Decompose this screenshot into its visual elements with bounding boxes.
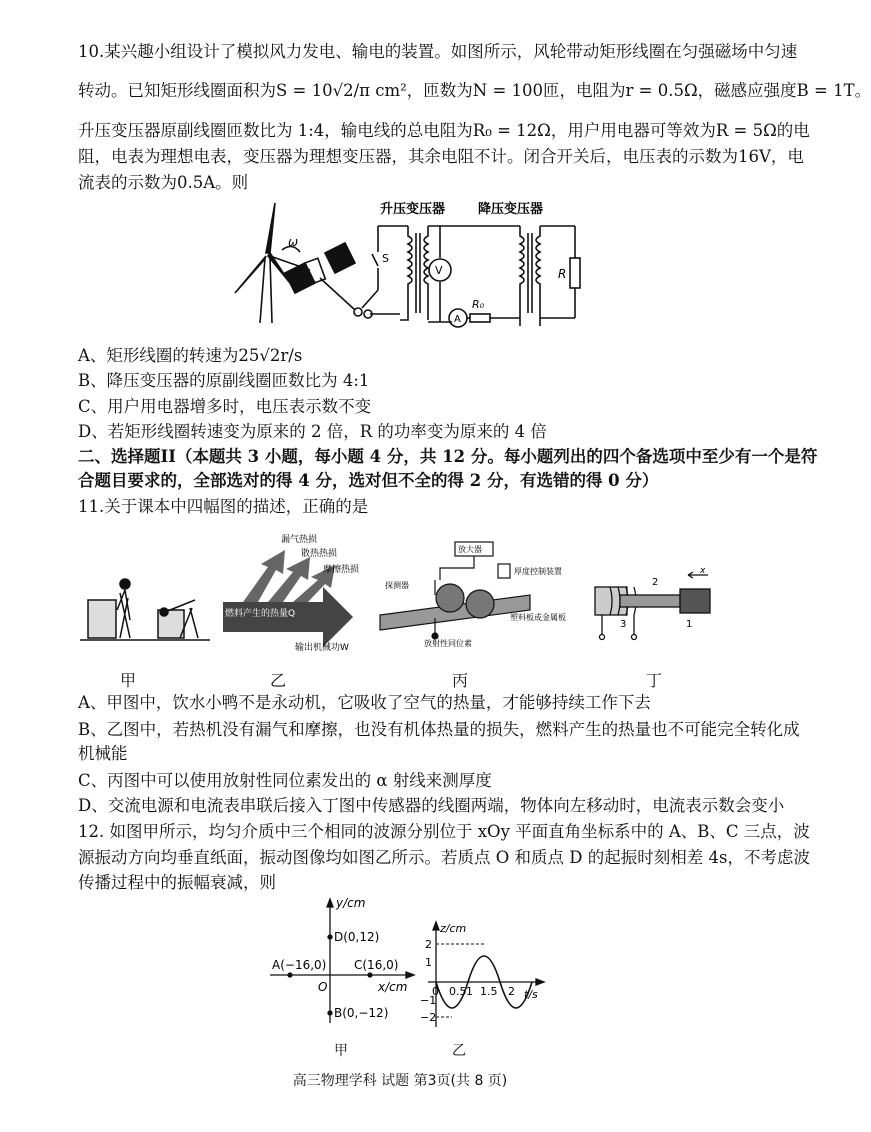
yi-label-fuel: 燃料产生的热量Q xyxy=(225,609,296,619)
yi-tick-t2: 2 xyxy=(508,985,515,998)
r0-label: R₀ xyxy=(472,298,485,311)
yi-tick-1: 1 xyxy=(425,956,432,969)
q10-line-2: 转动。已知矩形线圈面积为S = 10√2/π cm²，匝数为N = 100匝，电阻为r = 0.5Ω，磁感应强度B = 1T。 xyxy=(78,81,871,100)
q12-caption-jia: 甲 xyxy=(334,1043,348,1059)
yi-label-heat: 散热热损 xyxy=(301,549,338,559)
q11-figure-ding xyxy=(590,565,720,645)
q11-stem: 11.关于课本中四幅图的描述，正确的是 xyxy=(78,497,369,516)
q11-figure-bing xyxy=(380,540,580,650)
q10-line-5: 流表的示数为0.5A。则 xyxy=(78,173,249,192)
section2-line-2: 合题目要求的，全部选对的得 4 分，选对但不全的得 2 分，有选错的得 0 分） xyxy=(78,471,659,490)
q12-caption-yi: 乙 xyxy=(452,1043,466,1059)
yi-tick-neg2: −2 xyxy=(420,1011,437,1024)
bing-label-plate: 塑料板或金属板 xyxy=(510,613,566,622)
yi-z-axis-label: z/cm xyxy=(440,922,467,935)
jia-point-a-label: A(−16,0) xyxy=(272,958,327,972)
jia-point-d-label: D(0,12) xyxy=(334,930,380,944)
q11-option-d: D、交流电源和电流表串联后接入丁图中传感器的线圈两端，物体向左移动时，电流表示数会变小 xyxy=(78,796,785,815)
ding-label-1: 1 xyxy=(686,619,693,630)
ding-label-x: x xyxy=(700,566,706,576)
q12-line-2: 源振动方向均垂直纸面，振动图像均如图乙所示。若质点 O 和质点 D 的起振时刻相差 4s，不考虑波 xyxy=(78,848,810,867)
q12-figure-jia xyxy=(270,895,420,1030)
voltmeter-label: V xyxy=(435,264,443,277)
point-c xyxy=(368,973,372,977)
section2-line-1: 二、选择题II（本题共 3 小题，每小题 4 分，共 12 分。每小题列出的四个备选项中至少有一个是符 xyxy=(78,447,818,466)
q11-option-b: B、乙图中，若热机没有漏气和摩擦，也没有机体热量的损失，燃料产生的热量也不可能完全转化成 xyxy=(78,720,800,739)
yi-label-friction: 摩擦热损 xyxy=(323,565,360,575)
r-label: R xyxy=(558,267,567,281)
jia-point-b-label: B(0,−12) xyxy=(334,1006,389,1020)
yi-tick-t1: 1 xyxy=(466,985,473,998)
omega-label: ω xyxy=(288,235,299,249)
q11-option-c: C、丙图中可以使用放射性同位素发出的 α 射线来测厚度 xyxy=(78,771,492,790)
page-footer: 高三物理学科 试题 第3页(共 8 页) xyxy=(292,1073,508,1089)
label-step-up: 升压变压器 xyxy=(380,202,446,217)
q11-figure-yi xyxy=(223,532,368,652)
q10-line-4: 阻，电表为理想电表，变压器为理想变压器，其余电阻不计。闭合开关后，电压表的示数为16V，电 xyxy=(78,147,804,166)
yi-label-leak: 漏气热损 xyxy=(281,535,318,545)
moving-rod xyxy=(620,595,680,607)
jia-point-c-label: C(16,0) xyxy=(354,958,399,972)
q10-option-b: B、降压变压器的原副线圈匝数比为 4:1 xyxy=(78,371,370,390)
q11-figure-jia xyxy=(80,560,210,650)
water-cup xyxy=(88,600,116,638)
resistor-r0 xyxy=(470,314,490,322)
point-b xyxy=(328,1011,332,1015)
thickness-control xyxy=(498,564,510,578)
windmill-tower xyxy=(260,258,265,323)
yi-label-output: 输出机械功W xyxy=(295,643,349,653)
bing-label-isotope: 放射性同位素 xyxy=(424,639,472,648)
step-up-secondary xyxy=(424,226,428,320)
caption-ding: 丁 xyxy=(646,671,663,690)
label-step-down: 降压变压器 xyxy=(478,202,544,217)
caption-jia: 甲 xyxy=(120,671,137,690)
yi-tick-neg1: −1 xyxy=(420,994,437,1007)
resistor-r xyxy=(570,258,580,288)
ammeter-label: A xyxy=(454,314,461,325)
yi-tick-2: 2 xyxy=(425,938,432,951)
switch-s xyxy=(372,254,378,266)
yi-tick-t05: 0.5 xyxy=(449,985,467,998)
bing-label-amp: 放大器 xyxy=(458,545,482,554)
q12-line-3: 传播过程中的振幅衰减，则 xyxy=(78,873,276,892)
magnet-s xyxy=(325,243,355,273)
yi-tick-t15: 1.5 xyxy=(480,985,498,998)
jia-x-axis-label: x/cm xyxy=(378,980,408,994)
q10-option-a: A、矩形线圈的转速为25√2r/s xyxy=(78,346,303,365)
caption-bing: 丙 xyxy=(452,671,469,690)
jia-y-axis-label: y/cm xyxy=(336,896,366,910)
q11-option-a: A、甲图中，饮水小鸭不是永动机，它吸收了空气的热量，才能够持续工作下去 xyxy=(78,693,651,712)
step-up-primary xyxy=(400,226,412,320)
ding-label-2: 2 xyxy=(652,577,659,588)
yi-tick-t0: 0 xyxy=(432,985,439,998)
duck-head xyxy=(120,579,130,589)
point-d xyxy=(328,935,332,939)
step-down-primary xyxy=(520,226,524,326)
jia-origin-label: O xyxy=(318,980,328,994)
yi-t-axis-label: t/s xyxy=(524,988,538,1001)
caption-yi: 乙 xyxy=(270,671,287,690)
step-down-secondary xyxy=(536,226,540,326)
object-1 xyxy=(680,589,710,613)
q12-figure-yi xyxy=(422,922,552,1032)
q10-line-1: 10.某兴趣小组设计了模拟风力发电、输电的装置。如图所示，风轮带动矩形线圈在匀强磁场中匀速 xyxy=(78,42,798,61)
bing-label-detector: 探测器 xyxy=(385,581,409,590)
roller-top xyxy=(436,584,464,612)
q12-line-1: 12. 如图甲所示，均匀介质中三个相同的波源分别位于 xOy 平面直角坐标系中的 A、B、C 三点，波 xyxy=(78,822,810,841)
q10-line-3: 升压变压器原副线圈匝数比为 1:4，输电线的总电阻为R₀ = 12Ω，用户用电器可等效为R = 5Ω的电 xyxy=(78,121,810,140)
switch-label: S xyxy=(382,252,389,265)
windmill-blade xyxy=(266,203,275,253)
bing-label-control: 厚度控制装置 xyxy=(514,567,562,576)
q11-option-b-cont: 机械能 xyxy=(78,744,128,763)
q10-option-d: D、若矩形线圈转速变为原来的 2 倍，R 的功率变为原来的 4 倍 xyxy=(78,422,547,441)
point-a xyxy=(288,973,292,977)
q10-circuit-figure xyxy=(230,198,590,333)
ding-label-3: 3 xyxy=(620,619,627,630)
q10-option-c: C、用户用电器增多时，电压表示数不变 xyxy=(78,397,372,416)
